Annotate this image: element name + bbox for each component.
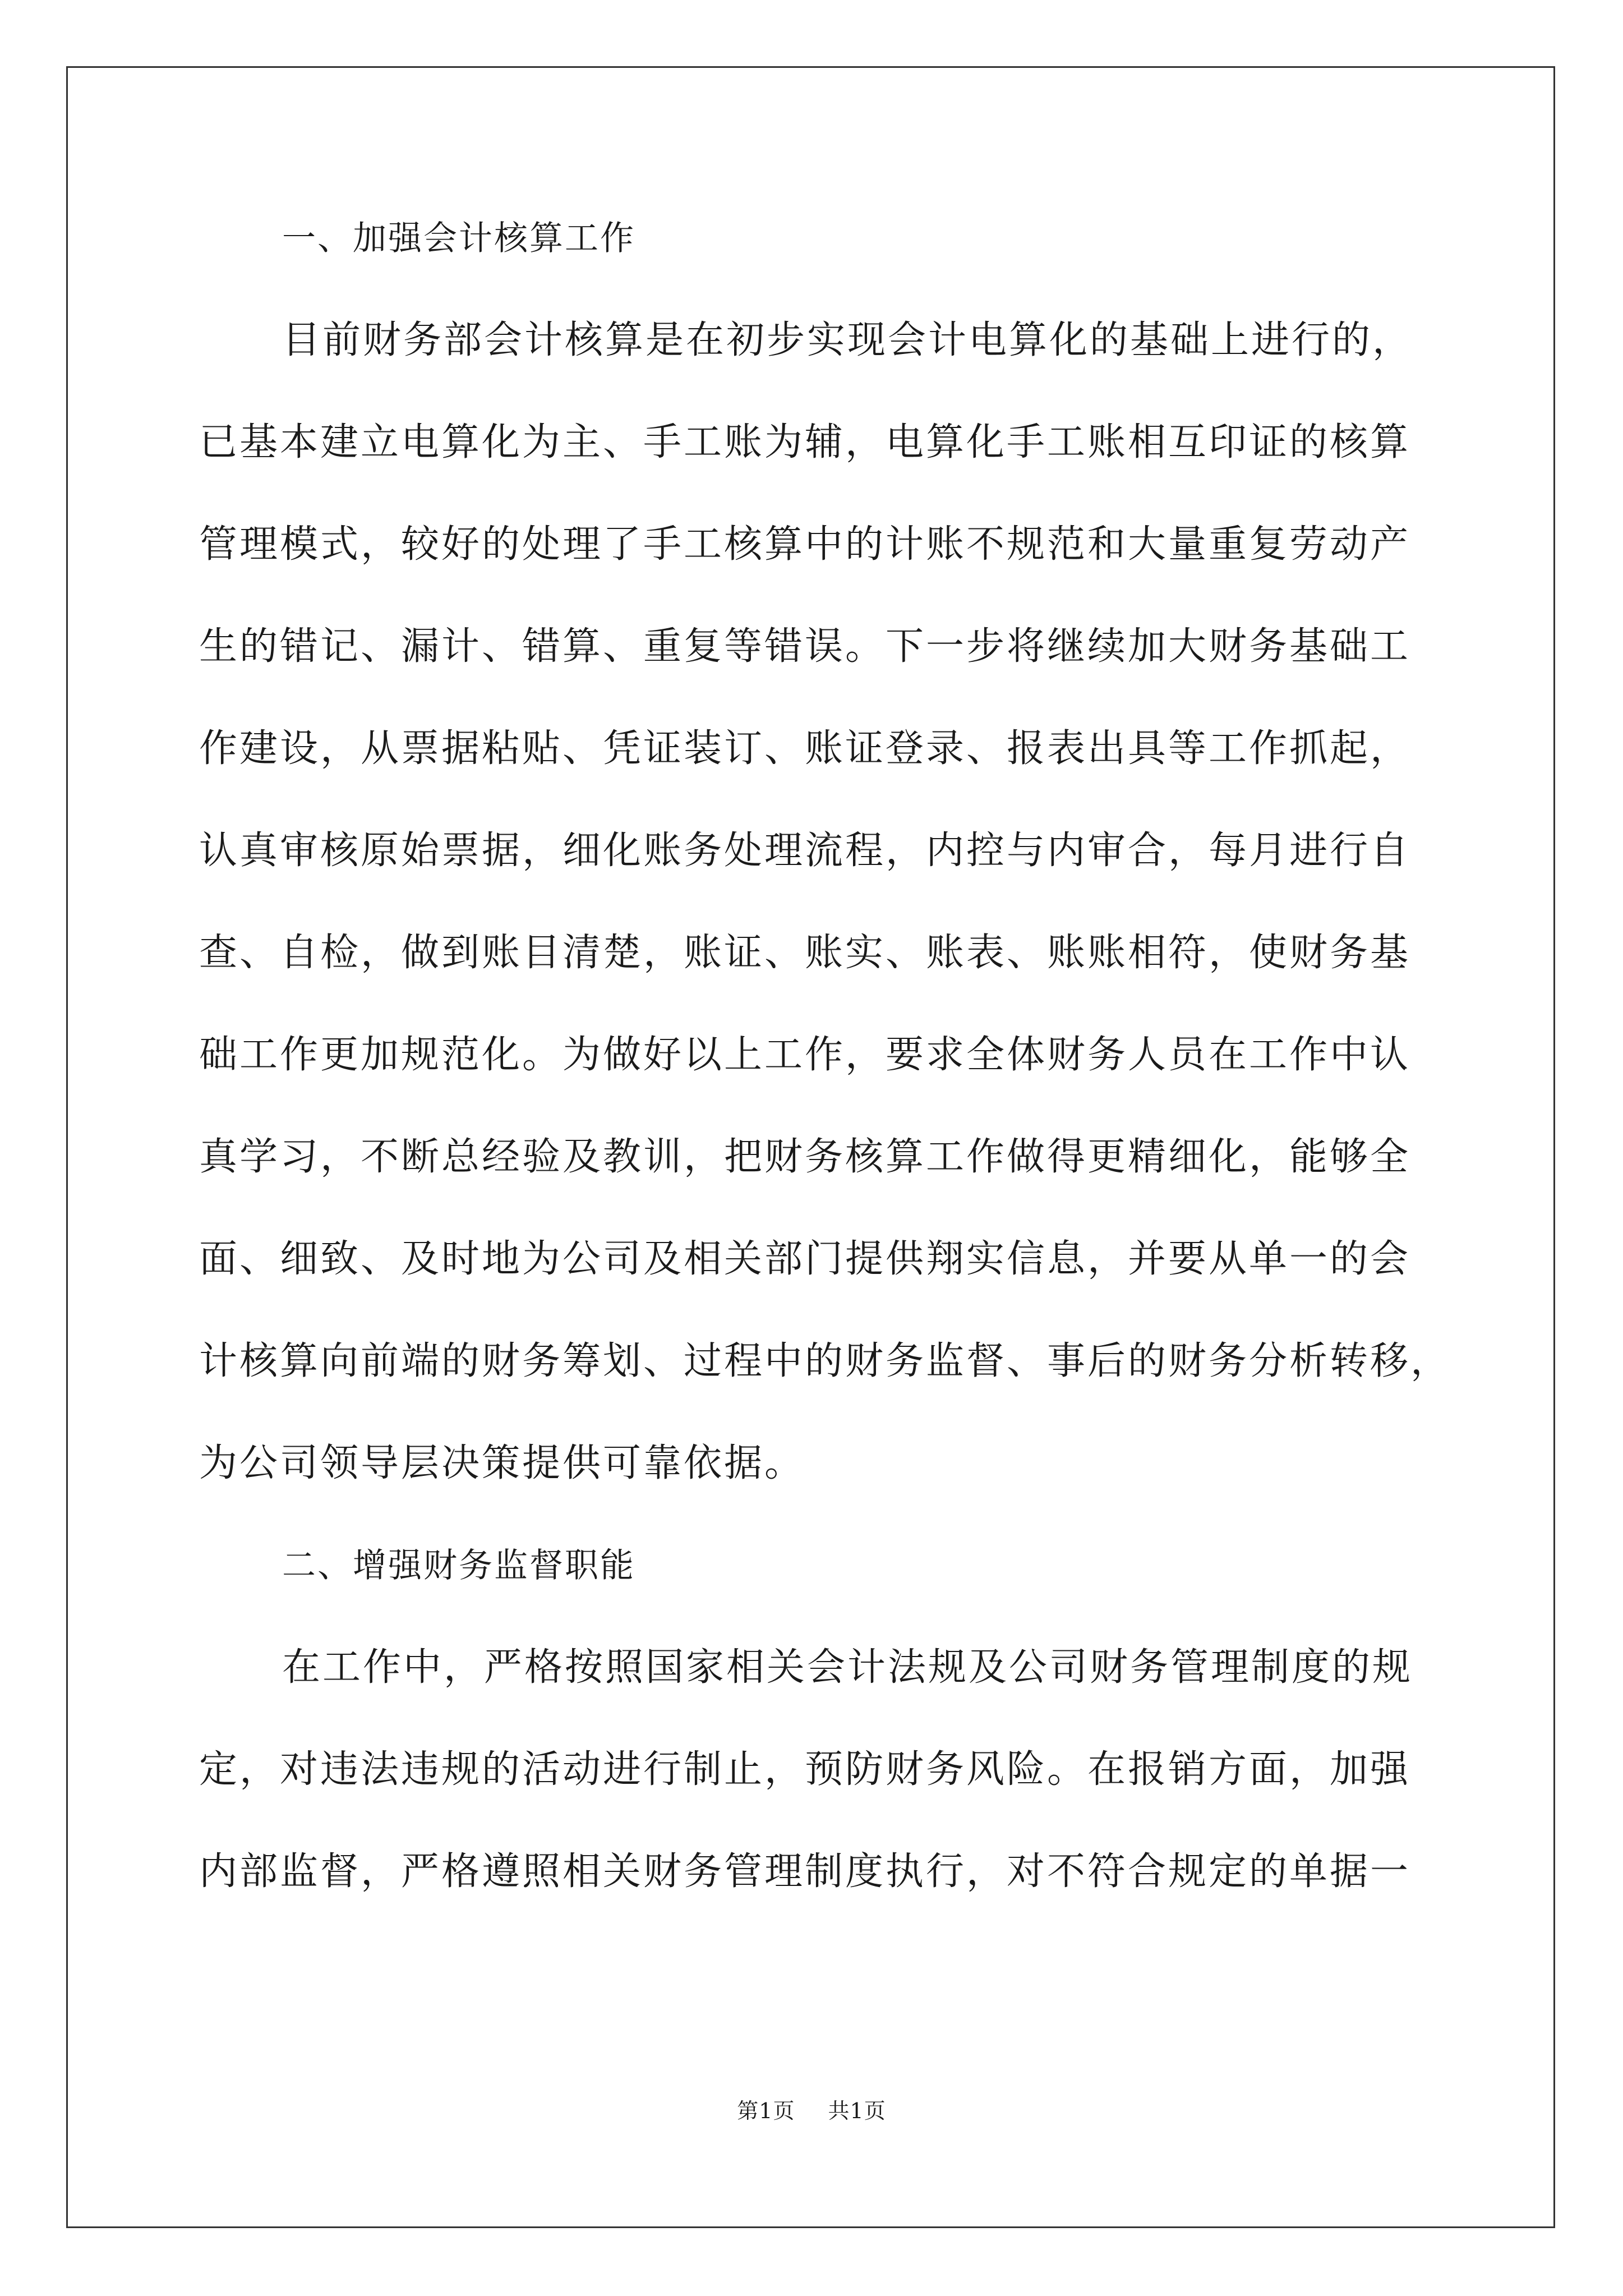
paragraph-line: 管理模式，较好的处理了手工核算中的计账不规范和大量重复劳动产 [199,522,1411,567]
document-body [199,213,1451,1897]
page-number: 第1页 [737,2099,795,2123]
section-2-paragraph [199,1642,1438,1897]
paragraph-line: 计核算向前端的财务筹划、过程中的财务监督、事后的财务分析转移， [199,1339,1451,1383]
paragraph-line: 认真审核原始票据，细化账务处理流程，内控与内审合，每月进行自 [199,829,1411,873]
page-footer [0,2097,1623,2125]
section-heading-1: 一、加强会计核算工作 [282,219,635,258]
paragraph-line: 础工作更加规范化。为做好以上工作，要求全体财务人员在工作中认 [199,1033,1411,1077]
paragraph-line: 在工作中，严格按照国家相关会计法规及公司财务管理制度的规 [282,1645,1413,1690]
section-heading-2: 二、增强财务监督职能 [282,1546,635,1585]
paragraph-line: 为公司领导层决策提供可靠依据。 [199,1441,805,1485]
paragraph-line: 目前财务部会计核算是在初步实现会计电算化的基础上进行的， [282,318,1413,362]
page-total: 共1页 [828,2099,886,2123]
paragraph-line: 生的错记、漏计、错算、重复等错误。下一步将继续加大财务基础工 [199,624,1411,669]
paragraph-line: 内部监督，严格遵照相关财务管理制度执行，对不符合规定的单据一 [199,1849,1411,1894]
paragraph-line: 作建设，从票据粘贴、凭证装订、账证登录、报表出具等工作抓起， [199,726,1411,771]
paragraph-line: 已基本建立电算化为主、手工账为辅，电算化手工账相互印证的核算 [199,420,1411,464]
section-1-paragraph [199,315,1451,1489]
paragraph-line: 真学习，不断总经验及教训，把财务核算工作做得更精细化，能够全 [199,1135,1411,1179]
paragraph-line: 查、自检，做到账目清楚，账证、账实、账表、账账相符，使财务基 [199,931,1411,975]
paragraph-line: 面、细致、及时地为公司及相关部门提供翔实信息，并要从单一的会 [199,1237,1411,1281]
paragraph-line: 定，对违法违规的活动进行制止，预防财务风险。在报销方面，加强 [199,1747,1411,1792]
